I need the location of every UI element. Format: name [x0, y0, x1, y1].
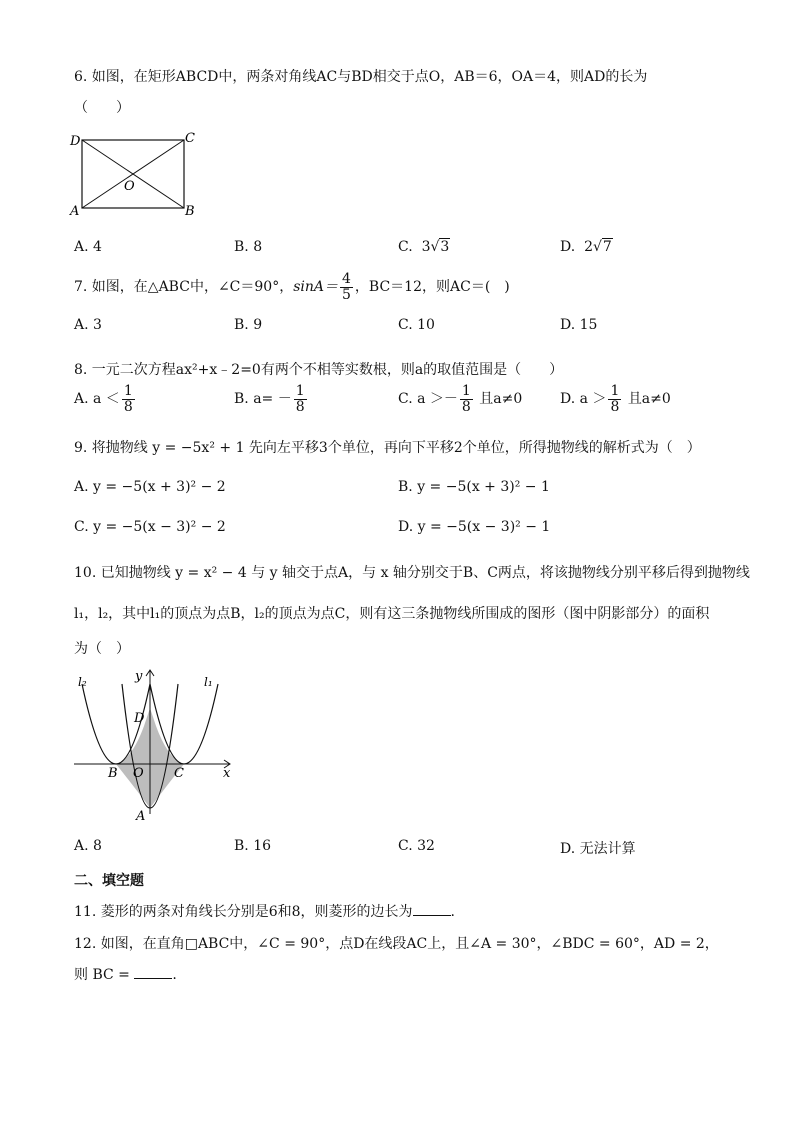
q6-option-d[interactable]: D. 2√7: [560, 239, 612, 255]
label-l1: l₁: [204, 675, 213, 689]
q7-option-a[interactable]: A. 3: [74, 317, 102, 333]
q6-rectangle-figure: [64, 128, 204, 220]
q6-option-c-coef: 3: [421, 239, 431, 255]
q8-b-pre: B. a= －: [234, 391, 292, 408]
q10-option-c[interactable]: C. 32: [398, 838, 435, 854]
q7-option-b[interactable]: B. 9: [234, 317, 263, 333]
q8-d-post: 且a≠0: [627, 391, 671, 408]
q10-option-b[interactable]: B. 16: [234, 838, 272, 854]
q7-fraction: [340, 272, 353, 302]
q9-options-row2: [74, 519, 734, 543]
q9-option-d[interactable]: D. y = −5(x − 3)² − 1: [398, 519, 551, 535]
q7-options: [74, 317, 734, 341]
q8-b-frac: [294, 384, 307, 414]
q8-options: [74, 384, 734, 428]
q8-d-num: 1: [610, 383, 620, 399]
q10-line1: 10. 已知抛物线 y = x² − 4 与 y 轴交于点A，与 x 轴分别交于B、C两点，将该抛物线分别平移后得到抛物线: [74, 565, 750, 581]
q9-option-c[interactable]: C. y = −5(x − 3)² − 2: [74, 519, 226, 535]
label-l2: l₂: [78, 675, 87, 689]
q8-option-c[interactable]: [398, 384, 522, 414]
label-o: O: [133, 766, 144, 781]
q10-option-d[interactable]: D. 无法计算: [560, 841, 636, 857]
q12-line1: 12. 如图，在直角□ABC中，∠C = 90°，点D在线段AC上，且∠A = 30°，∠BDC = 60°，AD = 2，: [74, 936, 719, 952]
label-b: B: [185, 204, 195, 219]
section-fill-in-blank-title: 二、填空题: [74, 873, 144, 889]
q8-a-frac: [122, 384, 135, 414]
label-c: C: [174, 766, 184, 781]
q6-option-d-coef: 2: [584, 239, 593, 255]
q6-options: [74, 239, 734, 263]
label-a: A: [136, 809, 146, 824]
q10-line2: l₁，l₂，其中l₁的顶点为点B，l₂的顶点为点C，则有这三条抛物线所围成的图形（图中阴影部分）的面积: [74, 606, 710, 622]
q11-end: .: [450, 904, 455, 920]
q8-c-pre: C. a ＞－: [398, 391, 458, 408]
q8-b-den: 8: [295, 398, 305, 415]
label-d: D: [70, 134, 81, 149]
q11-answer-blank[interactable]: [413, 901, 451, 916]
q11-stem: [74, 901, 455, 921]
q7-stem: [74, 272, 510, 302]
q6-paren: （ ）: [74, 100, 130, 116]
q12-answer-blank[interactable]: [134, 964, 172, 979]
label-a: A: [70, 204, 80, 219]
q8-option-d[interactable]: [560, 384, 671, 414]
q7-stem-b: ，BC＝12，则AC＝( ): [354, 279, 510, 296]
label-d: D: [134, 711, 145, 726]
q8-c-frac: [460, 384, 473, 414]
q6-stem: 6. 如图，在矩形ABCD中，两条对角线AC与BD相交于点O，AB＝6，OA＝4，则AD的长为: [74, 69, 648, 85]
label-b: B: [108, 766, 118, 781]
q9-options-row1: [74, 479, 734, 503]
q6-option-c[interactable]: C. 3√3: [398, 239, 450, 255]
q8-d-frac: [608, 384, 621, 414]
label-x: x: [223, 766, 231, 781]
q8-c-den: 8: [461, 398, 471, 415]
q8-option-b[interactable]: [234, 384, 309, 414]
q10-line3: 为（ ）: [74, 641, 130, 657]
q7-num: 4: [342, 271, 351, 287]
q6-option-a[interactable]: A. 4: [74, 239, 102, 255]
q9-option-a[interactable]: A. y = −5(x + 3)² − 2: [74, 479, 226, 495]
q9-stem: 9. 将抛物线 y = −5x² + 1 先向左平移3个单位，再向下平移2个单位，所得抛物线的解析式为（ ）: [74, 440, 701, 456]
q8-c-post: 且a≠0: [479, 391, 523, 408]
q12-text: 则 BC =: [74, 967, 135, 983]
q8-d-den: 8: [610, 398, 620, 415]
label-y: y: [135, 669, 143, 684]
q7-sin: sinA＝: [293, 279, 338, 296]
q10-parabola-figure: [70, 664, 240, 824]
q10-option-a[interactable]: A. 8: [74, 838, 102, 854]
q8-d-pre: D. a ＞: [560, 391, 607, 408]
q8-b-num: 1: [295, 383, 305, 399]
q7-den: 5: [342, 286, 351, 303]
q8-a-pre: A. a ＜: [74, 391, 120, 408]
q7-option-c[interactable]: C. 10: [398, 317, 435, 333]
q7-option-d[interactable]: D. 15: [560, 317, 598, 333]
q12-end: .: [172, 967, 177, 983]
q6-option-b[interactable]: B. 8: [234, 239, 263, 255]
q8-c-num: 1: [461, 383, 471, 399]
q7-stem-a: 7. 如图，在△ABC中，∠C＝90°，: [74, 279, 294, 296]
q12-line2: [74, 964, 177, 984]
q8-a-den: 8: [123, 398, 133, 415]
q11-text: 11. 菱形的两条对角线长分别是6和8，则菱形的边长为: [74, 904, 413, 920]
q6-option-d-rad: 7: [602, 239, 612, 255]
q8-stem: 8. 一元二次方程ax²+x﹣2=0有两个不相等实数根，则a的取值范围是（ ）: [74, 362, 564, 378]
q6-option-c-rad: 3: [440, 239, 450, 255]
q9-option-b[interactable]: B. y = −5(x + 3)² − 1: [398, 479, 550, 495]
q8-a-num: 1: [123, 383, 133, 399]
q8-option-a[interactable]: [74, 384, 137, 414]
label-o: O: [124, 179, 135, 194]
q10-options: [74, 838, 734, 862]
label-c: C: [185, 131, 195, 146]
